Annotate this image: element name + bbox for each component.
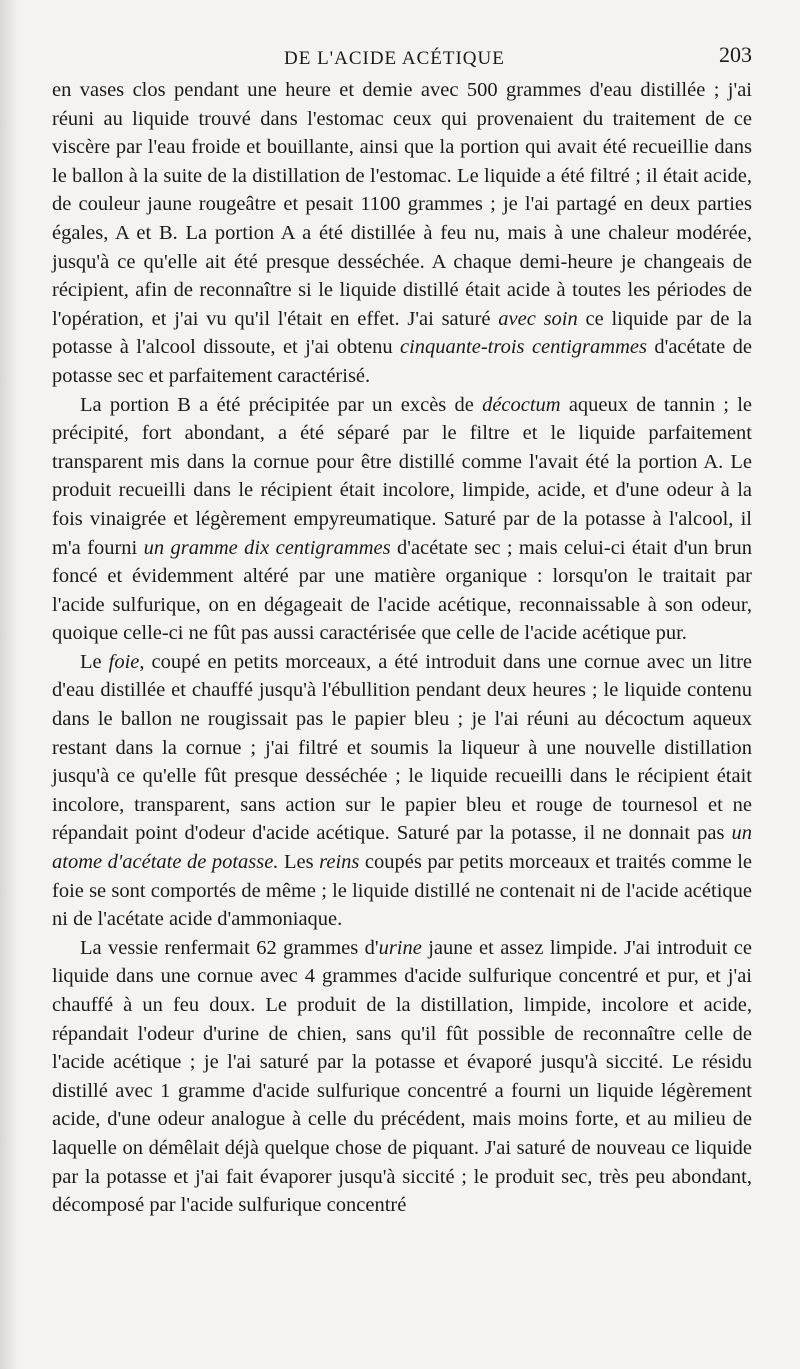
- paragraph: [52, 648, 752, 934]
- text-run: Le: [80, 650, 109, 673]
- italic-text: urine: [378, 936, 422, 959]
- text-run: aqueux de tannin ; le précipité, fort abondant, a été séparé par le filtre et le liquide parfaitement transparent mis dans la cornue pour être distillé comme l'avait été la portion A. Le produit recueilli dans le récipient était incolore, limpide, acide, et d'une odeur à la fois vinaigrée et légèrement empyreumatique. Saturé par de la potasse à l'alcool, il m'a fourni: [52, 393, 752, 559]
- page-header: [52, 40, 752, 70]
- body-text: [52, 76, 752, 1220]
- book-page: [52, 40, 752, 1220]
- italic-text: reins: [319, 851, 360, 874]
- text-run: La portion B a été précipitée par un excès de: [80, 393, 483, 416]
- text-run: en vases clos pendant une heure et demie avec 500 grammes d'eau distillée ; j'ai réuni au liquide trouvé dans l'estomac ceux qui provenaient du traitement de ce viscère par l'eau froide et bouillante, ainsi que la portion qui avait été recueillie dans le ballon à la suite de la distillation de l'estomac. Le liquide a été filtré ; il était acide, de couleur jaune rougeâtre et pesait 1100 grammes ; je l'ai partagé en deux parties égales, A et B. La portion A a été distillée à feu nu, mais à une chaleur modérée, jusqu'à ce qu'elle ait été presque desséchée. A chaque demi-heure je changeais de récipient, afin de reconnaître si le liquide distillé était acide à toutes les périodes de l'opération, et j'ai vu qu'il l'était en effet. J'ai saturé: [52, 79, 752, 330]
- italic-text: décoctum: [482, 393, 561, 416]
- italic-text: foie: [108, 650, 140, 673]
- text-run: jaune et assez limpide. J'ai introduit ce liquide dans une cornue avec 4 grammes d'acide sulfurique concentré et pur, et j'ai chauffé à un feu doux. Le produit de la distillation, limpide, incolore et acide, répandait l'odeur d'urine de chien, sans qu'il fût possible de reconnaître celle de l'acide acétique ; je l'ai saturé par la potasse et évaporé jusqu'à siccité. Le résidu distillé avec 1 gramme d'acide sulfurique concentré a fourni un liquide légèrement acide, d'une odeur analogue à celle du précédent, mais moins forte, et au milieu de laquelle on démêlait déjà quelque chose de piquant. J'ai saturé de nouveau ce liquide par la potasse et j'ai fait évaporer jusqu'à siccité ; le produit sec, très peu abondant, décomposé par l'acide sulfurique concentré: [52, 936, 752, 1217]
- text-run: d'acétate sec ; mais celui-ci était d'un brun foncé et évidemment altéré par une matière organique : lorsqu'on le traitait par l'acide sulfurique, on en dégageait de l'acide acétique, reconnaissable à son odeur, quoique celle-ci ne fût pas aussi caractérisée que celle de l'acide acétique pur.: [52, 536, 753, 645]
- page-number: 203: [719, 42, 752, 67]
- running-head: DE L'ACIDE ACÉTIQUE: [284, 48, 505, 69]
- italic-text: un atome d'acétate de potasse.: [52, 822, 752, 874]
- italic-text: cinquante-trois centigrammes: [400, 336, 647, 359]
- text-run: d'acétate de potasse sec et parfaitement caractérisé.: [52, 336, 752, 387]
- italic-text: avec soin: [498, 307, 578, 330]
- page-edge-shadow: [0, 0, 18, 1369]
- paragraph: [52, 391, 752, 648]
- text-run: Les: [278, 851, 320, 874]
- text-run: coupés par petits morceaux et traités comme le foie se sont comportés de même ; le liquide distillé ne contenait ni de l'acide acétique ni de l'acétate acide d'ammoniaque.: [52, 851, 752, 931]
- paragraph: [52, 934, 752, 1220]
- italic-text: un gramme dix centigrammes: [143, 536, 391, 559]
- text-run: , coupé en petits morceaux, a été introduit dans une cornue avec un litre d'eau distillée et chauffé jusqu'à l'ébullition pendant deux heures ; le liquide contenu dans le ballon ne rougissait pas le papier bleu ; je l'ai réuni au décoctum aqueux restant dans la cornue ; j'ai filtré et soumis la liqueur à une nouvelle distillation jusqu'à ce qu'elle fût presque desséchée ; le liquide recueilli dans le récipient était incolore, transparent, sans action sur le papier bleu et rouge de tournesol et ne répandait point d'odeur d'acide acétique. Saturé par la potasse, il ne donnait pas: [52, 650, 752, 845]
- paragraph: [52, 76, 752, 391]
- text-run: La vessie renfermait 62 grammes d': [80, 936, 379, 959]
- text-run: ce liquide par de la potasse à l'alcool dissoute, et j'ai obtenu: [52, 307, 752, 359]
